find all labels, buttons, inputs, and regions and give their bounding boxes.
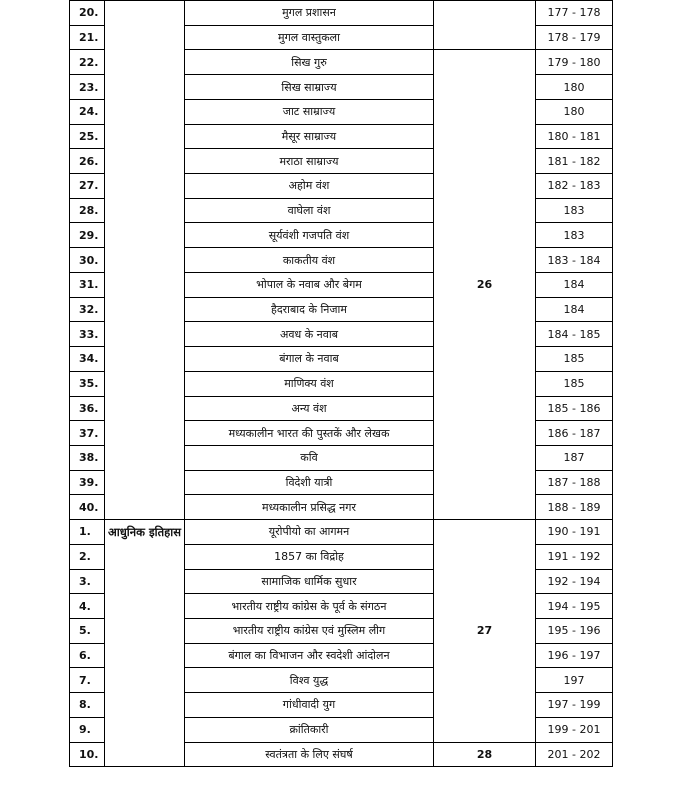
row-number: 26. (70, 149, 105, 174)
pages-cell: 183 (536, 223, 613, 248)
pages-cell: 187 (536, 445, 613, 470)
index-table (69, 0, 613, 767)
topic-cell: माणिक्य वंश (185, 371, 434, 396)
row-number: 30. (70, 248, 105, 273)
row-number: 21. (70, 25, 105, 50)
topic-cell: मराठा साम्राज्य (185, 149, 434, 174)
topic-cell: भोपाल के नवाब और बेगम (185, 272, 434, 297)
row-number: 34. (70, 347, 105, 372)
pages-cell: 195 - 196 (536, 618, 613, 643)
topic-cell: मध्यकालीन भारत की पुस्तकें और लेखक (185, 421, 434, 446)
topic-cell: भारतीय राष्ट्रीय कांग्रेस के पूर्व के संगठन (185, 594, 434, 619)
row-number: 28. (70, 198, 105, 223)
row-number: 3. (70, 569, 105, 594)
topic-cell: क्रांतिकारी (185, 717, 434, 742)
topic-cell: मैसूर साम्राज्य (185, 124, 434, 149)
pages-cell: 201 - 202 (536, 742, 613, 767)
topic-cell: सिख साम्राज्य (185, 75, 434, 100)
row-number: 10. (70, 742, 105, 767)
topic-cell: गांधीवादी युग (185, 693, 434, 718)
row-number: 2. (70, 544, 105, 569)
row-number: 31. (70, 272, 105, 297)
topic-cell: कवि (185, 445, 434, 470)
topic-cell: हैदराबाद के निजाम (185, 297, 434, 322)
topic-cell: वाघेला वंश (185, 198, 434, 223)
row-number: 23. (70, 75, 105, 100)
pages-cell: 180 (536, 99, 613, 124)
table-row (70, 1, 613, 26)
row-number: 27. (70, 174, 105, 199)
topic-cell: यूरोपीयो का आगमन (185, 520, 434, 545)
pages-cell: 196 - 197 (536, 643, 613, 668)
row-number: 25. (70, 124, 105, 149)
topic-cell: 1857 का विद्रोह (185, 544, 434, 569)
topic-cell: जाट साम्राज्य (185, 99, 434, 124)
chapter-cell: 28 (434, 742, 536, 767)
row-number: 22. (70, 50, 105, 75)
row-number: 24. (70, 99, 105, 124)
row-number: 38. (70, 445, 105, 470)
pages-cell: 182 - 183 (536, 174, 613, 199)
topic-cell: सूर्यवंशी गजपति वंश (185, 223, 434, 248)
row-number: 33. (70, 322, 105, 347)
row-number: 8. (70, 693, 105, 718)
pages-cell: 181 - 182 (536, 149, 613, 174)
pages-cell: 178 - 179 (536, 25, 613, 50)
row-number: 29. (70, 223, 105, 248)
pages-cell: 191 - 192 (536, 544, 613, 569)
topic-cell: बंगाल के नवाब (185, 347, 434, 372)
pages-cell: 197 (536, 668, 613, 693)
row-number: 32. (70, 297, 105, 322)
pages-cell: 186 - 187 (536, 421, 613, 446)
row-number: 1. (70, 520, 105, 545)
pages-cell: 184 (536, 297, 613, 322)
section-cell (105, 1, 185, 520)
pages-cell: 184 - 185 (536, 322, 613, 347)
pages-cell: 187 - 188 (536, 470, 613, 495)
topic-cell: मुगल प्रशासन (185, 1, 434, 26)
pages-cell: 179 - 180 (536, 50, 613, 75)
topic-cell: विश्व युद्ध (185, 668, 434, 693)
row-number: 20. (70, 1, 105, 26)
chapter-cell: 26 (434, 50, 536, 520)
row-number: 7. (70, 668, 105, 693)
pages-cell: 185 (536, 371, 613, 396)
topic-cell: बंगाल का विभाजन और स्वदेशी आंदोलन (185, 643, 434, 668)
row-number: 9. (70, 717, 105, 742)
pages-cell: 180 - 181 (536, 124, 613, 149)
chapter-cell: 27 (434, 520, 536, 742)
pages-cell: 190 - 191 (536, 520, 613, 545)
pages-cell: 194 - 195 (536, 594, 613, 619)
row-number: 40. (70, 495, 105, 520)
topic-cell: काकतीय वंश (185, 248, 434, 273)
row-number: 6. (70, 643, 105, 668)
pages-cell: 197 - 199 (536, 693, 613, 718)
topic-cell: अन्य वंश (185, 396, 434, 421)
pages-cell: 185 - 186 (536, 396, 613, 421)
topic-cell: मुगल वास्तुकला (185, 25, 434, 50)
pages-cell: 183 - 184 (536, 248, 613, 273)
row-number: 35. (70, 371, 105, 396)
row-number: 5. (70, 618, 105, 643)
topic-cell: विदेशी यात्री (185, 470, 434, 495)
topic-cell: सिख गुरु (185, 50, 434, 75)
pages-cell: 188 - 189 (536, 495, 613, 520)
topic-cell: भारतीय राष्ट्रीय कांग्रेस एवं मुस्लिम लीग (185, 618, 434, 643)
chapter-cell (434, 1, 536, 50)
pages-cell: 177 - 178 (536, 1, 613, 26)
table-row (70, 520, 613, 545)
row-number: 36. (70, 396, 105, 421)
section-label: आधुनिक इतिहास (107, 525, 182, 540)
pages-cell: 185 (536, 347, 613, 372)
topic-cell: मध्यकालीन प्रसिद्ध नगर (185, 495, 434, 520)
pages-cell: 192 - 194 (536, 569, 613, 594)
topic-cell: अहोम वंश (185, 174, 434, 199)
row-number: 37. (70, 421, 105, 446)
topic-cell: अवध के नवाब (185, 322, 434, 347)
pages-cell: 184 (536, 272, 613, 297)
row-number: 4. (70, 594, 105, 619)
pages-cell: 199 - 201 (536, 717, 613, 742)
topic-cell: सामाजिक धार्मिक सुधार (185, 569, 434, 594)
section-cell (105, 520, 185, 767)
topic-cell: स्वतंत्रता के लिए संघर्ष (185, 742, 434, 767)
pages-cell: 180 (536, 75, 613, 100)
row-number: 39. (70, 470, 105, 495)
pages-cell: 183 (536, 198, 613, 223)
